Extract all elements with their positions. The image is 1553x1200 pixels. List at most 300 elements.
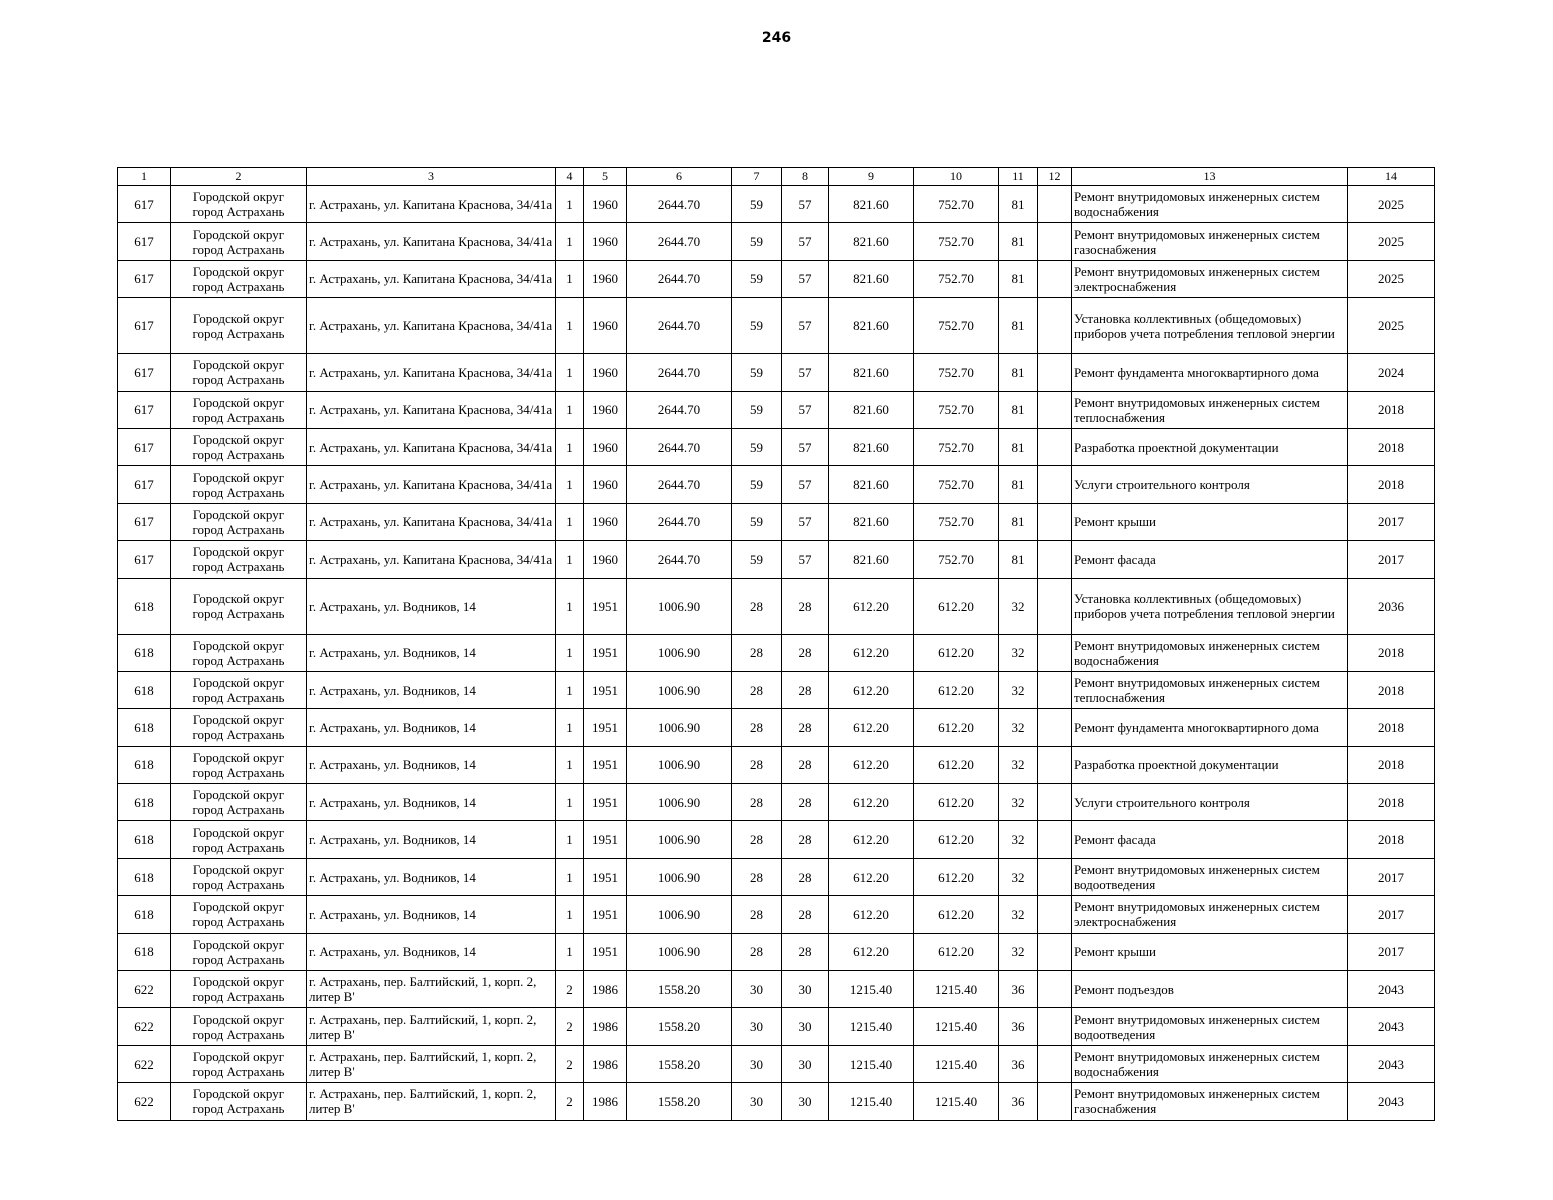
cell-col-8: 28	[782, 896, 829, 933]
column-header-9: 9	[829, 168, 914, 186]
cell-address: г. Астрахань, ул. Капитана Краснова, 34/41а	[307, 260, 556, 297]
cell-col-9: 612.20	[829, 709, 914, 746]
cell-work-type: Ремонт внутридомовых инженерных систем электроснабжения	[1072, 260, 1348, 297]
cell-col-8: 28	[782, 746, 829, 783]
cell-col-10: 612.20	[914, 858, 999, 895]
cell-address: г. Астрахань, пер. Балтийский, 1, корп. 2, литер В'	[307, 1008, 556, 1045]
municipality-line: Городской округ	[192, 824, 285, 840]
cell-col-9: 821.60	[829, 541, 914, 578]
cell-address: г. Астрахань, ул. Капитана Краснова, 34/41а	[307, 223, 556, 260]
cell-col-9: 821.60	[829, 503, 914, 540]
cell-municipality	[171, 1045, 307, 1082]
cell-col-12	[1038, 428, 1072, 465]
cell-col-10: 752.70	[914, 260, 999, 297]
cell-municipality	[171, 709, 307, 746]
cell-col-9: 821.60	[829, 466, 914, 503]
cell-municipality	[171, 1008, 307, 1045]
cell-col-9: 821.60	[829, 428, 914, 465]
cell-record-number: 622	[118, 1083, 171, 1120]
municipality-line: город Астрахань	[192, 690, 285, 706]
cell-col-12	[1038, 1045, 1072, 1082]
cell-col-10: 1215.40	[914, 1045, 999, 1082]
cell-col-4: 1	[556, 671, 584, 708]
cell-work-type: Ремонт крыши	[1072, 933, 1348, 970]
cell-col-12	[1038, 391, 1072, 428]
table-row	[118, 821, 1435, 858]
cell-year: 2043	[1348, 1045, 1435, 1082]
cell-col-5: 1960	[584, 354, 627, 391]
cell-municipality	[171, 260, 307, 297]
cell-municipality	[171, 746, 307, 783]
cell-address: г. Астрахань, ул. Водников, 14	[307, 933, 556, 970]
cell-col-5: 1951	[584, 746, 627, 783]
cell-work-type: Ремонт внутридомовых инженерных систем водоотведения	[1072, 1008, 1348, 1045]
cell-col-5: 1986	[584, 1083, 627, 1120]
cell-col-12	[1038, 354, 1072, 391]
cell-col-12	[1038, 784, 1072, 821]
cell-col-5: 1960	[584, 391, 627, 428]
table-row	[118, 541, 1435, 578]
cell-col-7: 28	[732, 709, 782, 746]
cell-year: 2018	[1348, 821, 1435, 858]
cell-municipality	[171, 298, 307, 354]
cell-col-12	[1038, 858, 1072, 895]
cell-address: г. Астрахань, ул. Капитана Краснова, 34/41а	[307, 298, 556, 354]
cell-address: г. Астрахань, ул. Капитана Краснова, 34/41а	[307, 391, 556, 428]
cell-col-4: 1	[556, 784, 584, 821]
cell-record-number: 617	[118, 503, 171, 540]
cell-col-9: 1215.40	[829, 1008, 914, 1045]
cell-col-6: 2644.70	[627, 391, 732, 428]
municipality-line: город Астрахань	[192, 278, 285, 294]
cell-year: 2018	[1348, 391, 1435, 428]
cell-col-8: 57	[782, 186, 829, 223]
cell-work-type: Ремонт крыши	[1072, 503, 1348, 540]
cell-col-7: 28	[732, 821, 782, 858]
cell-year: 2025	[1348, 186, 1435, 223]
cell-municipality	[171, 354, 307, 391]
table-row	[118, 391, 1435, 428]
cell-col-12	[1038, 896, 1072, 933]
municipality-line: город Астрахань	[192, 409, 285, 425]
cell-col-11: 81	[999, 186, 1038, 223]
cell-col-7: 30	[732, 1083, 782, 1120]
municipality-line: Городской округ	[192, 357, 285, 373]
table-row	[118, 634, 1435, 671]
cell-col-12	[1038, 503, 1072, 540]
cell-col-6: 2644.70	[627, 223, 732, 260]
cell-col-11: 36	[999, 1045, 1038, 1082]
cell-col-10: 1215.40	[914, 971, 999, 1008]
cell-col-4: 1	[556, 260, 584, 297]
cell-municipality	[171, 186, 307, 223]
cell-col-6: 1006.90	[627, 746, 732, 783]
cell-address: г. Астрахань, ул. Водников, 14	[307, 709, 556, 746]
cell-col-4: 1	[556, 186, 584, 223]
cell-col-8: 57	[782, 466, 829, 503]
municipality-line: Городской округ	[192, 544, 285, 560]
municipality-line: Городской округ	[192, 432, 285, 448]
cell-col-6: 1558.20	[627, 1045, 732, 1082]
cell-year: 2036	[1348, 578, 1435, 634]
cell-municipality	[171, 634, 307, 671]
cell-col-5: 1960	[584, 541, 627, 578]
municipality-line: Городской округ	[192, 506, 285, 522]
cell-record-number: 617	[118, 428, 171, 465]
table-row	[118, 186, 1435, 223]
cell-col-7: 28	[732, 858, 782, 895]
cell-record-number: 618	[118, 671, 171, 708]
cell-col-8: 57	[782, 260, 829, 297]
cell-col-10: 612.20	[914, 821, 999, 858]
cell-col-5: 1986	[584, 971, 627, 1008]
table-row	[118, 428, 1435, 465]
cell-col-7: 28	[732, 634, 782, 671]
cell-col-10: 752.70	[914, 391, 999, 428]
cell-work-type: Ремонт внутридомовых инженерных систем водоснабжения	[1072, 186, 1348, 223]
cell-col-12	[1038, 298, 1072, 354]
column-header-2: 2	[171, 168, 307, 186]
table-row	[118, 709, 1435, 746]
cell-col-8: 30	[782, 1008, 829, 1045]
cell-col-11: 32	[999, 933, 1038, 970]
cell-col-12	[1038, 634, 1072, 671]
cell-col-5: 1951	[584, 821, 627, 858]
cell-work-type: Ремонт фундамента многоквартирного дома	[1072, 354, 1348, 391]
cell-year: 2025	[1348, 223, 1435, 260]
cell-address: г. Астрахань, ул. Водников, 14	[307, 784, 556, 821]
municipality-line: город Астрахань	[192, 727, 285, 743]
table-row	[118, 784, 1435, 821]
column-header-6: 6	[627, 168, 732, 186]
cell-col-12	[1038, 541, 1072, 578]
cell-col-7: 59	[732, 298, 782, 354]
cell-col-4: 1	[556, 428, 584, 465]
cell-col-8: 57	[782, 223, 829, 260]
cell-record-number: 617	[118, 541, 171, 578]
cell-col-10: 612.20	[914, 896, 999, 933]
cell-col-12	[1038, 1008, 1072, 1045]
cell-col-7: 30	[732, 971, 782, 1008]
table-row	[118, 298, 1435, 354]
cell-col-4: 2	[556, 1008, 584, 1045]
cell-col-12	[1038, 578, 1072, 634]
cell-col-10: 612.20	[914, 933, 999, 970]
cell-col-11: 32	[999, 896, 1038, 933]
cell-address: г. Астрахань, ул. Капитана Краснова, 34/41а	[307, 186, 556, 223]
cell-col-7: 30	[732, 1045, 782, 1082]
cell-col-9: 612.20	[829, 578, 914, 634]
cell-col-7: 28	[732, 896, 782, 933]
cell-col-6: 1006.90	[627, 821, 732, 858]
municipality-line: город Астрахань	[192, 951, 285, 967]
cell-col-12	[1038, 746, 1072, 783]
cell-col-11: 36	[999, 1008, 1038, 1045]
column-header-12: 12	[1038, 168, 1072, 186]
column-header-7: 7	[732, 168, 782, 186]
cell-municipality	[171, 971, 307, 1008]
cell-col-6: 2644.70	[627, 541, 732, 578]
cell-col-4: 2	[556, 1083, 584, 1120]
cell-col-8: 28	[782, 671, 829, 708]
cell-work-type: Ремонт внутридомовых инженерных систем газоснабжения	[1072, 223, 1348, 260]
cell-col-11: 81	[999, 503, 1038, 540]
cell-col-5: 1960	[584, 428, 627, 465]
cell-col-7: 30	[732, 1008, 782, 1045]
municipality-line: Городской округ	[192, 394, 285, 410]
cell-municipality	[171, 466, 307, 503]
cell-col-6: 1006.90	[627, 634, 732, 671]
cell-col-4: 1	[556, 578, 584, 634]
cell-municipality	[171, 896, 307, 933]
cell-record-number: 622	[118, 1045, 171, 1082]
column-header-13: 13	[1072, 168, 1348, 186]
municipality-line: город Астрахань	[192, 652, 285, 668]
cell-record-number: 617	[118, 466, 171, 503]
cell-col-6: 1006.90	[627, 896, 732, 933]
cell-municipality	[171, 821, 307, 858]
cell-year: 2018	[1348, 634, 1435, 671]
column-header-1: 1	[118, 168, 171, 186]
cell-work-type: Услуги строительного контроля	[1072, 466, 1348, 503]
cell-col-6: 2644.70	[627, 260, 732, 297]
cell-year: 2025	[1348, 298, 1435, 354]
cell-municipality	[171, 503, 307, 540]
municipality-line: город Астрахань	[192, 802, 285, 818]
cell-record-number: 617	[118, 186, 171, 223]
cell-col-11: 36	[999, 1083, 1038, 1120]
cell-col-5: 1951	[584, 634, 627, 671]
cell-col-8: 30	[782, 1045, 829, 1082]
cell-col-8: 57	[782, 354, 829, 391]
cell-municipality	[171, 858, 307, 895]
cell-col-4: 1	[556, 933, 584, 970]
table-row	[118, 1008, 1435, 1045]
municipality-line: Городской округ	[192, 675, 285, 691]
capital-repair-table	[117, 167, 1435, 1121]
cell-col-4: 1	[556, 821, 584, 858]
cell-col-10: 752.70	[914, 298, 999, 354]
municipality-line: город Астрахань	[192, 1064, 285, 1079]
cell-col-9: 821.60	[829, 354, 914, 391]
column-header-11: 11	[999, 168, 1038, 186]
cell-col-12	[1038, 709, 1072, 746]
cell-col-9: 612.20	[829, 933, 914, 970]
cell-record-number: 618	[118, 821, 171, 858]
cell-col-9: 612.20	[829, 896, 914, 933]
cell-col-6: 2644.70	[627, 466, 732, 503]
cell-record-number: 618	[118, 634, 171, 671]
cell-col-4: 1	[556, 746, 584, 783]
cell-col-6: 1558.20	[627, 971, 732, 1008]
cell-col-11: 81	[999, 391, 1038, 428]
cell-col-5: 1960	[584, 503, 627, 540]
cell-col-4: 1	[556, 858, 584, 895]
cell-municipality	[171, 223, 307, 260]
cell-address: г. Астрахань, пер. Балтийский, 1, корп. 2, литер В'	[307, 1083, 556, 1120]
table-row	[118, 858, 1435, 895]
cell-record-number: 618	[118, 784, 171, 821]
table-row	[118, 503, 1435, 540]
cell-col-10: 752.70	[914, 541, 999, 578]
municipality-line: Городской округ	[192, 310, 285, 326]
cell-col-11: 81	[999, 260, 1038, 297]
municipality-line: Городской округ	[192, 591, 285, 607]
table-row	[118, 1083, 1435, 1120]
cell-work-type: Установка коллективных (общедомовых) приборов учета потребления тепловой энергии	[1072, 298, 1348, 354]
cell-col-10: 752.70	[914, 428, 999, 465]
cell-col-10: 612.20	[914, 784, 999, 821]
cell-work-type: Разработка проектной документации	[1072, 428, 1348, 465]
cell-address: г. Астрахань, ул. Водников, 14	[307, 634, 556, 671]
cell-col-6: 1558.20	[627, 1083, 732, 1120]
cell-year: 2017	[1348, 933, 1435, 970]
municipality-line: город Астрахань	[192, 989, 285, 1005]
cell-col-4: 2	[556, 971, 584, 1008]
cell-col-9: 1215.40	[829, 1083, 914, 1120]
page-number: 246	[761, 30, 792, 46]
cell-municipality	[171, 784, 307, 821]
cell-work-type: Ремонт внутридомовых инженерных систем водоотведения	[1072, 858, 1348, 895]
column-number-row	[118, 168, 1435, 186]
cell-address: г. Астрахань, ул. Капитана Краснова, 34/41а	[307, 354, 556, 391]
cell-address: г. Астрахань, ул. Водников, 14	[307, 896, 556, 933]
cell-municipality	[171, 671, 307, 708]
municipality-line: город Астрахань	[192, 1101, 285, 1117]
municipality-line: Городской округ	[192, 749, 285, 765]
cell-record-number: 617	[118, 260, 171, 297]
cell-address: г. Астрахань, ул. Водников, 14	[307, 746, 556, 783]
municipality-line: Городской округ	[192, 189, 285, 205]
cell-col-9: 821.60	[829, 223, 914, 260]
cell-col-10: 1215.40	[914, 1083, 999, 1120]
cell-year: 2025	[1348, 260, 1435, 297]
cell-address: г. Астрахань, ул. Водников, 14	[307, 671, 556, 708]
cell-col-7: 28	[732, 671, 782, 708]
cell-col-11: 32	[999, 858, 1038, 895]
cell-col-6: 1006.90	[627, 671, 732, 708]
cell-col-10: 612.20	[914, 671, 999, 708]
cell-col-5: 1951	[584, 709, 627, 746]
column-header-14: 14	[1348, 168, 1435, 186]
municipality-line: город Астрахань	[192, 559, 285, 575]
cell-col-5: 1951	[584, 933, 627, 970]
cell-col-11: 81	[999, 223, 1038, 260]
cell-col-11: 32	[999, 784, 1038, 821]
municipality-line: Городской округ	[192, 226, 285, 242]
cell-col-12	[1038, 186, 1072, 223]
cell-col-7: 28	[732, 784, 782, 821]
cell-col-5: 1951	[584, 896, 627, 933]
municipality-line: город Астрахань	[192, 914, 285, 930]
cell-col-8: 28	[782, 709, 829, 746]
cell-address: г. Астрахань, ул. Водников, 14	[307, 821, 556, 858]
cell-year: 2018	[1348, 671, 1435, 708]
municipality-line: город Астрахань	[192, 764, 285, 780]
cell-record-number: 622	[118, 1008, 171, 1045]
cell-col-12	[1038, 466, 1072, 503]
cell-col-12	[1038, 971, 1072, 1008]
table-row	[118, 578, 1435, 634]
cell-col-7: 28	[732, 933, 782, 970]
cell-year: 2017	[1348, 896, 1435, 933]
cell-col-7: 59	[732, 186, 782, 223]
cell-col-9: 612.20	[829, 858, 914, 895]
municipality-line: Городской округ	[192, 712, 285, 728]
cell-col-10: 612.20	[914, 709, 999, 746]
cell-col-4: 1	[556, 223, 584, 260]
municipality-line: Городской округ	[192, 862, 285, 878]
cell-col-10: 752.70	[914, 354, 999, 391]
cell-col-7: 59	[732, 260, 782, 297]
table-row	[118, 671, 1435, 708]
cell-col-6: 1006.90	[627, 933, 732, 970]
municipality-line: город Астрахань	[192, 521, 285, 537]
cell-col-11: 81	[999, 466, 1038, 503]
cell-col-10: 612.20	[914, 746, 999, 783]
cell-record-number: 622	[118, 971, 171, 1008]
cell-year: 2018	[1348, 709, 1435, 746]
cell-address: г. Астрахань, ул. Водников, 14	[307, 858, 556, 895]
table-row	[118, 933, 1435, 970]
cell-col-11: 32	[999, 671, 1038, 708]
municipality-line: город Астрахань	[192, 241, 285, 257]
cell-work-type: Ремонт подъездов	[1072, 971, 1348, 1008]
cell-work-type: Ремонт внутридомовых инженерных систем электроснабжения	[1072, 896, 1348, 933]
cell-col-7: 59	[732, 223, 782, 260]
cell-record-number: 617	[118, 391, 171, 428]
cell-address: г. Астрахань, ул. Капитана Краснова, 34/41а	[307, 466, 556, 503]
cell-col-12	[1038, 1083, 1072, 1120]
cell-col-11: 81	[999, 298, 1038, 354]
cell-year: 2017	[1348, 541, 1435, 578]
municipality-line: Городской округ	[192, 1086, 285, 1102]
cell-col-8: 30	[782, 971, 829, 1008]
cell-col-5: 1960	[584, 260, 627, 297]
cell-col-9: 821.60	[829, 391, 914, 428]
cell-col-4: 2	[556, 1045, 584, 1082]
cell-record-number: 617	[118, 354, 171, 391]
cell-col-5: 1960	[584, 466, 627, 503]
cell-col-7: 28	[732, 578, 782, 634]
cell-col-5: 1960	[584, 298, 627, 354]
cell-col-6: 1006.90	[627, 784, 732, 821]
cell-col-9: 612.20	[829, 784, 914, 821]
cell-address: г. Астрахань, ул. Капитана Краснова, 34/41а	[307, 428, 556, 465]
cell-col-5: 1951	[584, 671, 627, 708]
cell-col-7: 59	[732, 503, 782, 540]
cell-col-12	[1038, 933, 1072, 970]
cell-work-type: Услуги строительного контроля	[1072, 784, 1348, 821]
cell-col-9: 821.60	[829, 260, 914, 297]
cell-col-4: 1	[556, 541, 584, 578]
cell-col-8: 28	[782, 578, 829, 634]
cell-col-9: 1215.40	[829, 971, 914, 1008]
cell-col-11: 36	[999, 971, 1038, 1008]
cell-col-8: 28	[782, 634, 829, 671]
cell-year: 2043	[1348, 1008, 1435, 1045]
cell-municipality	[171, 933, 307, 970]
cell-work-type: Разработка проектной документации	[1072, 746, 1348, 783]
cell-col-8: 57	[782, 391, 829, 428]
municipality-line: Городской округ	[192, 936, 285, 952]
cell-col-5: 1951	[584, 578, 627, 634]
cell-record-number: 618	[118, 709, 171, 746]
cell-address: г. Астрахань, ул. Водников, 14	[307, 578, 556, 634]
cell-municipality	[171, 428, 307, 465]
cell-municipality	[171, 578, 307, 634]
cell-record-number: 618	[118, 746, 171, 783]
